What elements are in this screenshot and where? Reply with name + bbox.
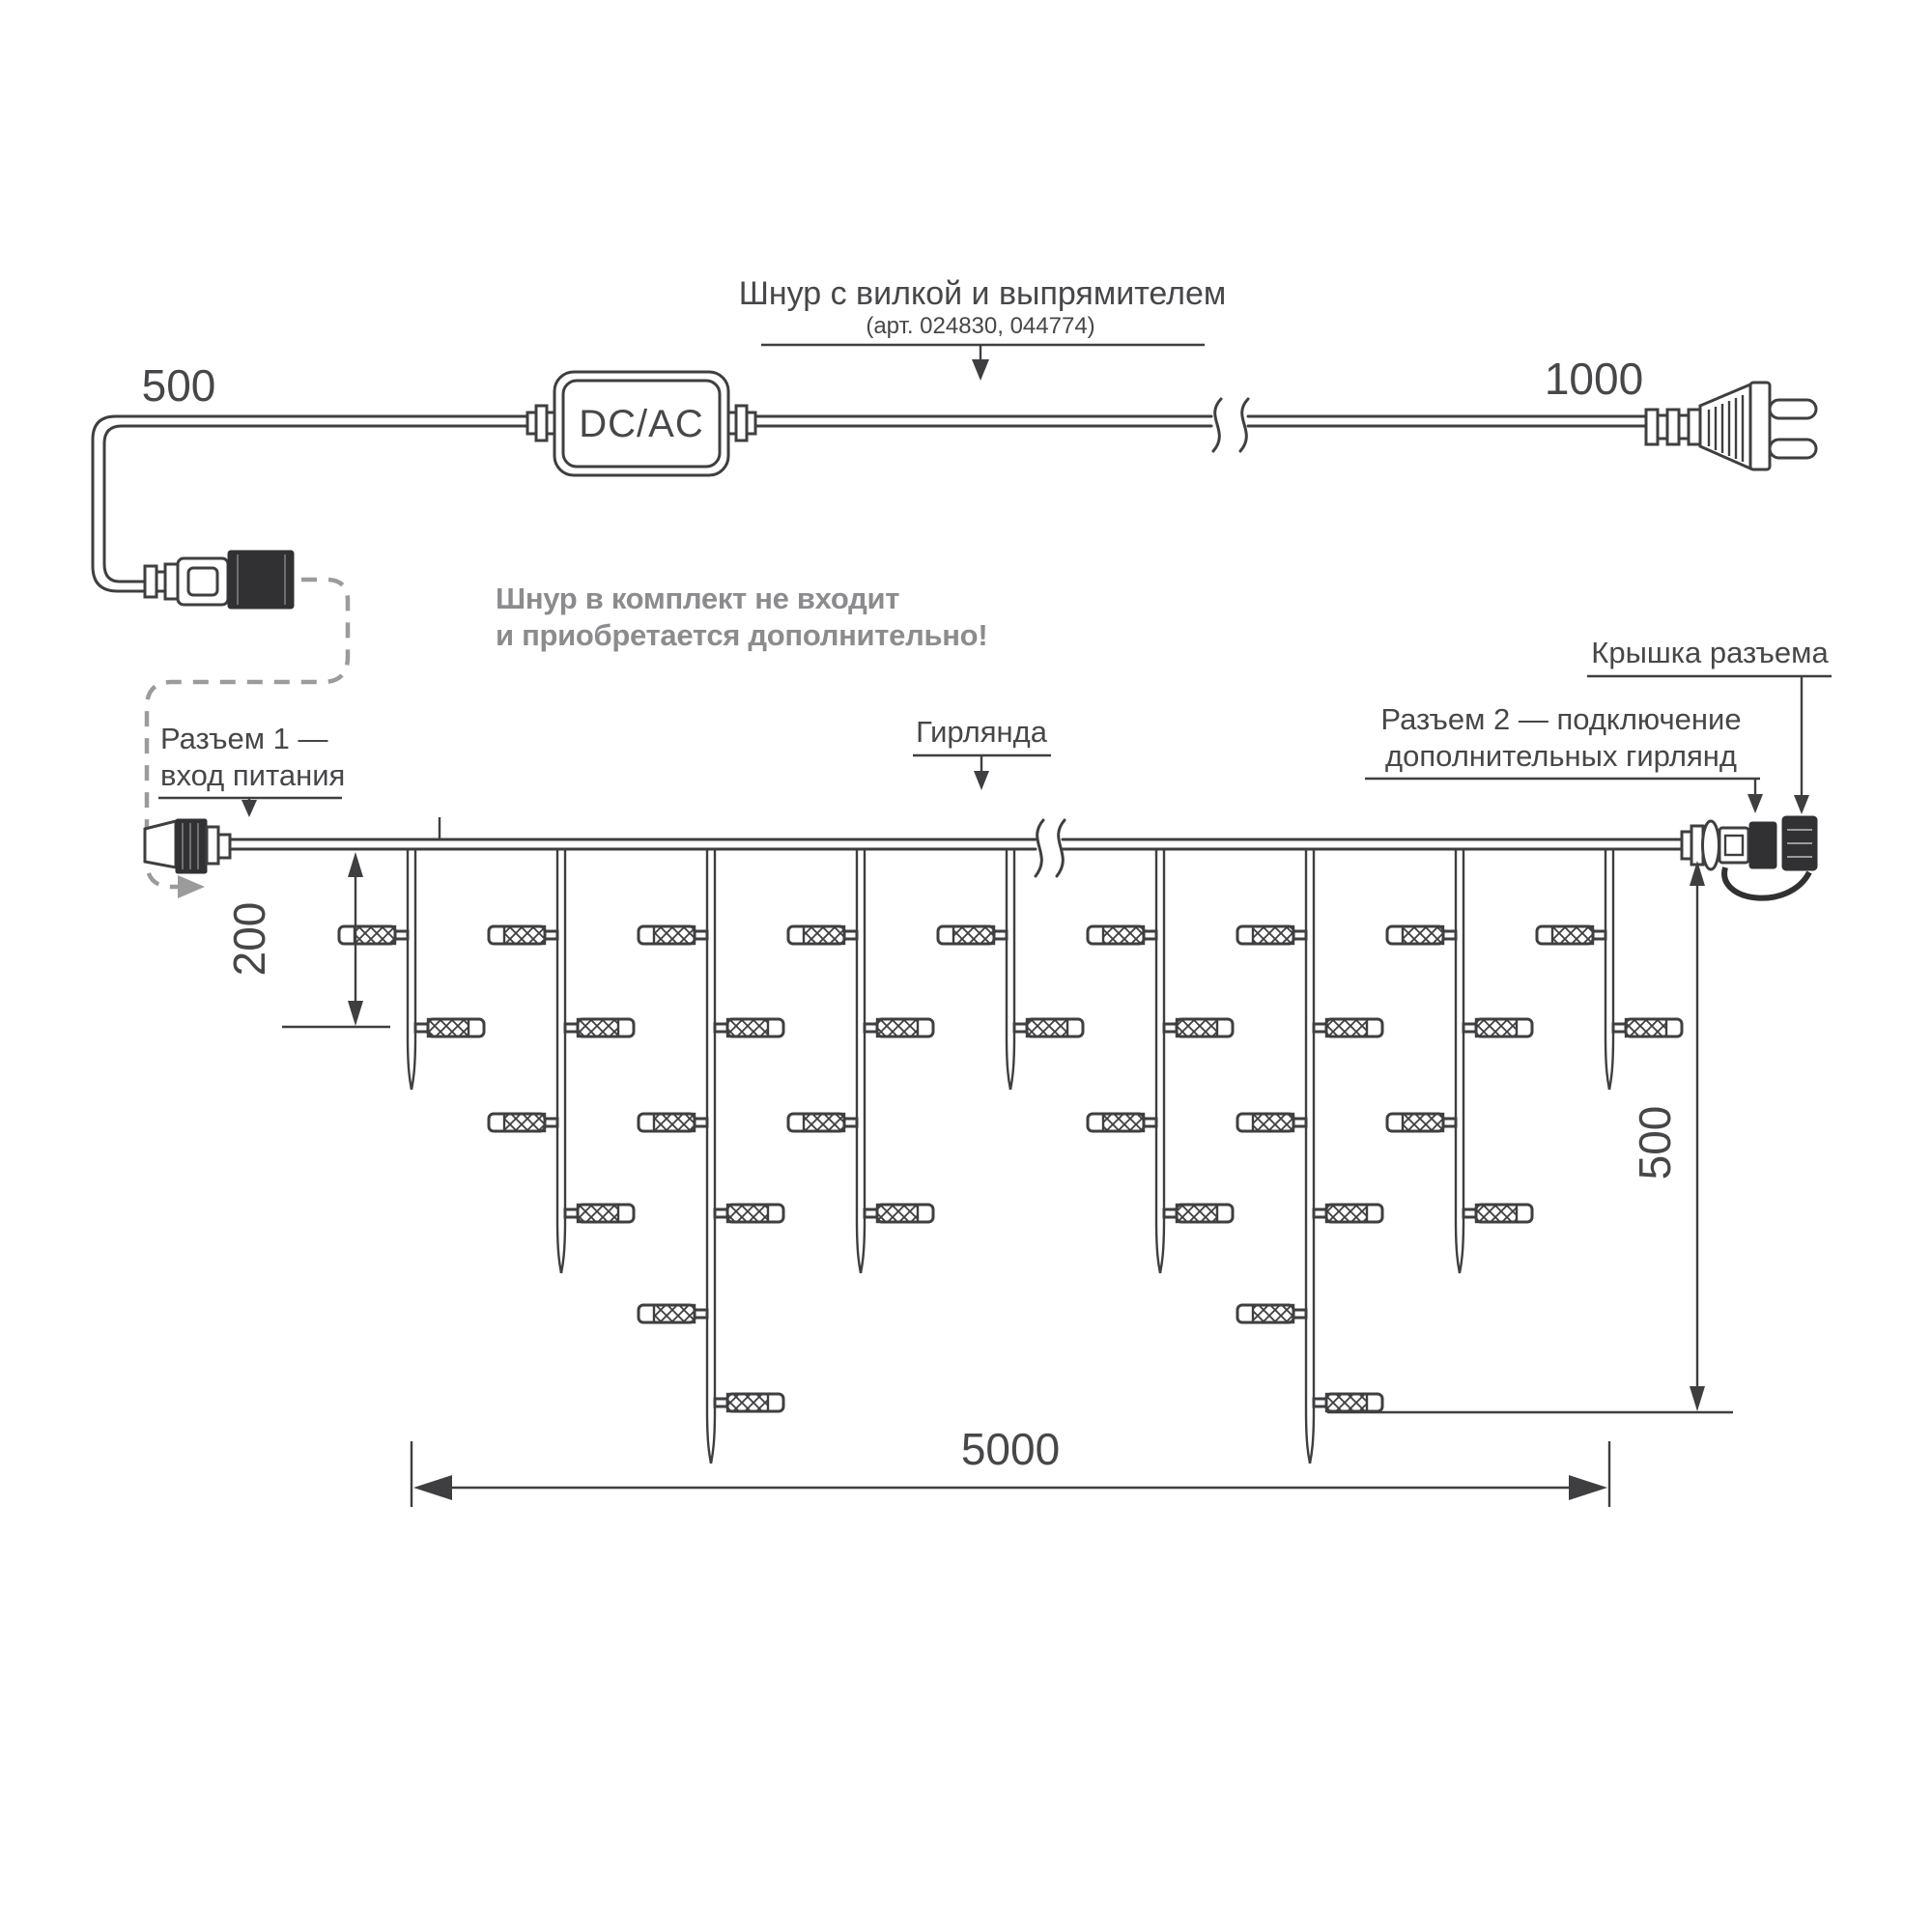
- icicle-drop: [489, 849, 634, 1273]
- connector1-callout: [158, 722, 345, 817]
- lamp-icon: [715, 1205, 783, 1222]
- lamp-icon: [415, 1019, 484, 1037]
- dcac-label: DC/AC: [579, 403, 704, 445]
- icicle-drop: [938, 849, 1083, 1090]
- lamp-icon: [1314, 1019, 1382, 1037]
- lamp-icon: [715, 1394, 783, 1411]
- icicle-drop: [1088, 849, 1233, 1273]
- lamp-icon: [639, 1305, 707, 1322]
- lamp-icon: [1014, 1019, 1083, 1037]
- warning-note: [496, 582, 987, 652]
- lamp-icon: [1613, 1019, 1682, 1037]
- dimension-max-drop: 500: [1630, 1105, 1680, 1180]
- lamp-icon: [1237, 1114, 1306, 1131]
- connector1-arrow-icon: [242, 800, 257, 817]
- lamp-icon: [1314, 1205, 1382, 1222]
- icicle-drops: [339, 849, 1682, 1463]
- lamp-icon: [1088, 1114, 1156, 1131]
- cap-arrow-icon: [1794, 795, 1809, 814]
- dimension-garland-length: 5000: [960, 1424, 1061, 1474]
- connector1-assembly: [145, 819, 230, 873]
- lamp-icon: [1537, 926, 1605, 944]
- lamp-icon: [1088, 926, 1156, 944]
- lamp-icon: [1164, 1019, 1233, 1037]
- icicle-drop: [1537, 849, 1682, 1090]
- connector2-arrow-icon: [1747, 794, 1763, 813]
- garland-break-icon: [1036, 820, 1065, 876]
- lamp-icon: [1237, 926, 1306, 944]
- icicle-drop: [639, 849, 783, 1463]
- lamp-icon: [639, 1114, 707, 1131]
- lamp-icon: [788, 926, 857, 944]
- lamp-icon: [1387, 1114, 1456, 1131]
- connector2-plug-icon: [1749, 822, 1776, 868]
- lamp-icon: [788, 1114, 857, 1131]
- dashed-arrow-icon: [178, 875, 205, 898]
- title-arrow-icon: [972, 359, 989, 381]
- cap-tether-icon: [1724, 867, 1809, 898]
- connector1-label-line1: Разъем 1 —: [160, 722, 328, 755]
- warning-line2: и приобретается дополнительно!: [496, 618, 988, 652]
- garland-label: Гирлянда: [916, 715, 1047, 749]
- lamp-icon: [1463, 1019, 1532, 1037]
- connector2-label-line1: Разъем 2 — подключение: [1380, 702, 1742, 736]
- cord-break-icon: [1213, 399, 1248, 451]
- title-block: [739, 275, 1227, 381]
- garland-arrow-icon: [974, 771, 989, 790]
- plug-prong-bottom: [1770, 440, 1816, 458]
- lamp-icon: [715, 1019, 783, 1037]
- dimension-first-drop: 200: [224, 901, 274, 977]
- lamp-icon: [1237, 1305, 1306, 1322]
- cap-label: Крышка разъема: [1591, 636, 1829, 669]
- icicle-drop: [1387, 849, 1532, 1273]
- connector2-label-line2: дополнительных гирлянд: [1385, 739, 1737, 773]
- connector2-callout: [1365, 702, 1763, 813]
- lamp-icon: [639, 926, 707, 944]
- cord-title: Шнур с вилкой и выпрямителем: [738, 275, 1227, 312]
- power-plug-icon: [1646, 383, 1816, 469]
- lamp-icon: [1463, 1205, 1532, 1222]
- plug-prong-top: [1770, 400, 1816, 418]
- lamp-icon: [565, 1019, 634, 1037]
- lamp-icon: [938, 926, 1007, 944]
- dimension-cord-right: 1000: [1544, 354, 1644, 404]
- lamp-icon: [1387, 926, 1456, 944]
- icicle-drop: [1237, 849, 1382, 1463]
- lamp-icon: [1164, 1205, 1233, 1222]
- garland-main-line: [230, 817, 1686, 876]
- lamp-icon: [489, 926, 557, 944]
- connector1-label-line2: вход питания: [160, 758, 346, 792]
- dcac-converter-box: [527, 372, 755, 475]
- lamp-icon: [1314, 1394, 1382, 1411]
- connector-ring-icon: [1703, 821, 1719, 869]
- icicle-drop: [788, 849, 933, 1273]
- dimension-cord-left: 500: [141, 360, 216, 411]
- power-cord-assembly: [93, 354, 1816, 609]
- cord-end-connector-icon: [145, 551, 294, 609]
- cord-subtitle: (арт. 024830, 044774): [866, 313, 1095, 339]
- lamp-icon: [489, 1114, 557, 1131]
- dimension-5000: [412, 1424, 1609, 1507]
- connector-cap-icon: [1782, 816, 1817, 870]
- icicle-drop: [339, 849, 484, 1090]
- garland-callout: [913, 715, 1051, 790]
- lamp-icon: [865, 1205, 933, 1222]
- lamp-icon: [339, 926, 408, 944]
- lamp-icon: [865, 1019, 933, 1037]
- lamp-icon: [565, 1205, 634, 1222]
- cord-left-inner: [104, 426, 527, 582]
- warning-line1: Шнур в комплект не входит: [496, 582, 900, 615]
